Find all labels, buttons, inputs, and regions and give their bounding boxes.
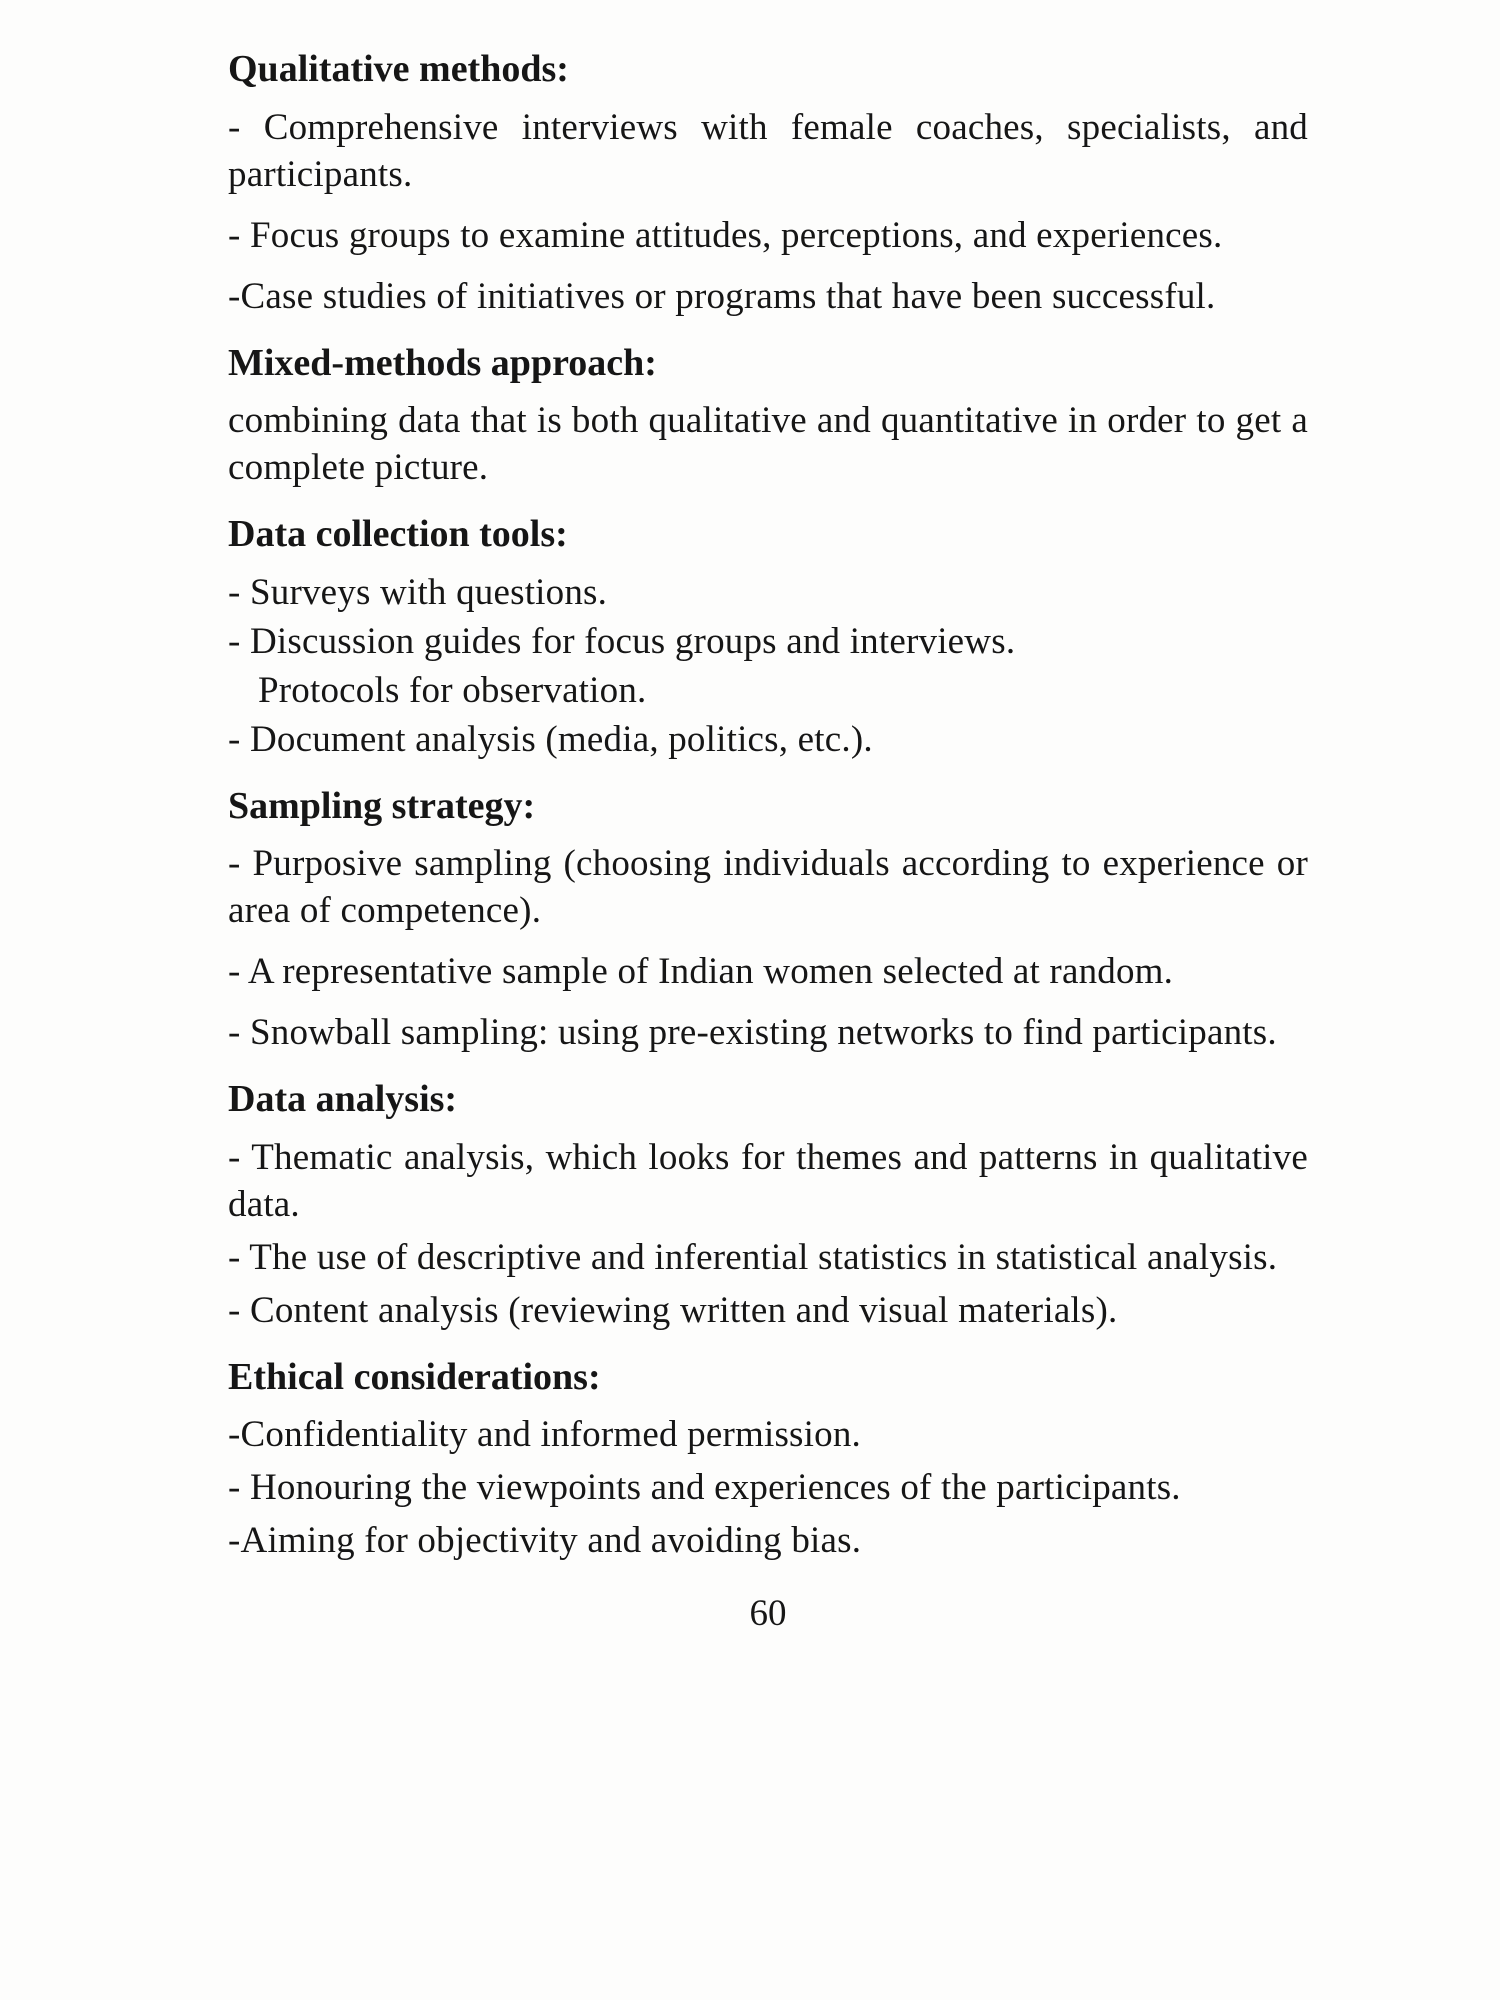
page-number: 60	[749, 1593, 787, 1634]
section-heading: Mixed-methods approach:	[228, 341, 657, 384]
section-mixed-methods-approach	[228, 340, 1308, 492]
paragraph: - Comprehensive interviews with female coaches, specialists, and participants.	[228, 106, 1308, 195]
section-heading: Data collection tools:	[228, 513, 568, 555]
page-content	[228, 46, 1308, 1637]
section-heading: Sampling strategy:	[228, 784, 536, 827]
paragraph: - Focus groups to examine attitudes, perceptions, and experiences.	[228, 214, 1223, 256]
section-sampling-strategy	[228, 783, 1308, 1057]
paragraph: -Aiming for objectivity and avoiding bias.	[228, 1520, 862, 1561]
paragraph: - Content analysis (reviewing written and visual materials).	[228, 1289, 1118, 1331]
section-heading: Ethical considerations:	[228, 1355, 601, 1398]
section-ethical-considerations	[228, 1354, 1308, 1565]
paragraph: - Document analysis (media, politics, etc.).	[228, 718, 873, 760]
paragraph: -Case studies of initiatives or programs that have been successful.	[228, 275, 1216, 317]
section-heading: Qualitative methods:	[228, 48, 569, 90]
section-qualitative-methods	[228, 46, 1308, 320]
paragraph: - Discussion guides for focus groups and interviews.	[228, 620, 1016, 662]
section-data-analysis	[228, 1076, 1308, 1334]
paragraph: combining data that is both qualitative and quantitative in order to get a complete picture.	[228, 400, 1308, 488]
paragraph: - Honouring the viewpoints and experiences of the participants.	[228, 1467, 1181, 1508]
paragraph: - A representative sample of Indian women selected at random.	[228, 951, 1174, 992]
paragraph: Protocols for observation.	[258, 669, 647, 711]
paragraph: - The use of descriptive and inferential statistics in statistical analysis.	[228, 1236, 1278, 1278]
paragraph: -Confidentiality and informed permission.	[228, 1414, 861, 1455]
paragraph: - Surveys with questions.	[228, 571, 608, 613]
paragraph: - Snowball sampling: using pre-existing networks to find participants.	[228, 1012, 1277, 1053]
section-heading: Data analysis:	[228, 1078, 458, 1120]
paragraph: - Purposive sampling (choosing individuals according to experience or area of competence).	[228, 843, 1308, 931]
section-data-collection-tools	[228, 511, 1308, 763]
paragraph: - Thematic analysis, which looks for themes and patterns in qualitative data.	[228, 1136, 1308, 1225]
